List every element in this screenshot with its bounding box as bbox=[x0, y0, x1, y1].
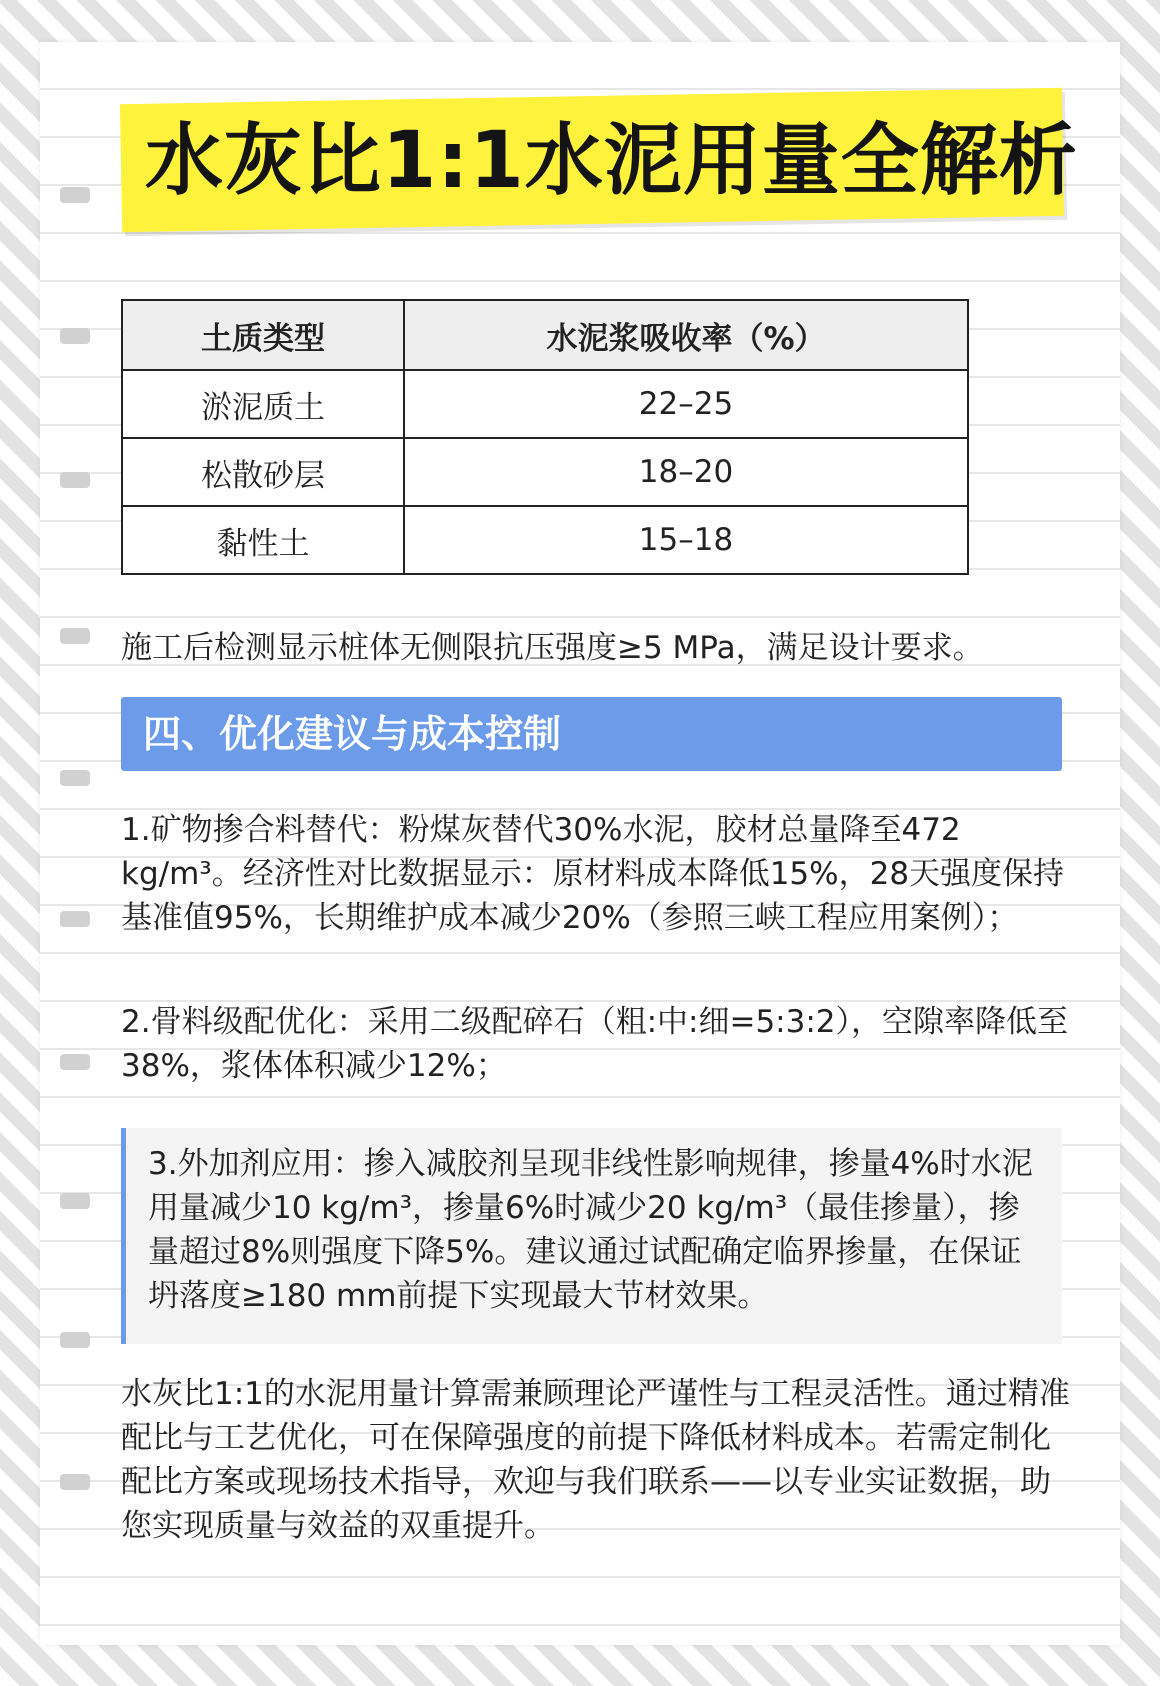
binder-hole bbox=[60, 472, 90, 488]
table-header-row bbox=[122, 300, 968, 370]
suggestion-item-2: 2.骨料级配优化：采用二级配碎石（粗:中:细=5:3:2），空隙率降低至38%，浆体体积减少12%； bbox=[121, 1004, 1068, 1084]
binder-hole bbox=[60, 628, 90, 644]
table-cell-absorption: 22–25 bbox=[404, 370, 968, 438]
highlight-quote: 3.外加剂应用：掺入减胶剂呈现非线性影响规律，掺量4%时水泥用量减少10 kg/m³，掺量6%时减少20 kg/m³（最佳掺量），掺量超过8%则强度下降5%。建议通过试配确定临界掺量，在保证坍落度≥180 mm前提下实现最大节材效果。 bbox=[121, 1128, 1062, 1344]
notebook-paper bbox=[40, 42, 1120, 1645]
binder-hole bbox=[60, 187, 90, 203]
table-row bbox=[122, 438, 968, 506]
table-cell-absorption: 15–18 bbox=[404, 506, 968, 574]
binder-hole bbox=[60, 911, 90, 927]
page-title: 水灰比1:1水泥用量全解析 bbox=[145, 116, 1078, 206]
table-row bbox=[122, 370, 968, 438]
table-cell-absorption: 18–20 bbox=[404, 438, 968, 506]
binder-hole bbox=[60, 1193, 90, 1209]
suggestion-item-1: 1.矿物掺合料替代：粉煤灰替代30%水泥，胶材总量降至472 kg/m³。经济性对比数据显示：原材料成本降低15%，28天强度保持基准值95%，长期维护成本减少20%（参照三峡工程应用案例）； bbox=[121, 812, 1065, 936]
table-header-cell: 土质类型 bbox=[122, 300, 404, 370]
test-result-note: 施工后检测显示桩体无侧限抗压强度≥5 MPa，满足设计要求。 bbox=[121, 630, 984, 666]
conclusion-paragraph: 水灰比1:1的水泥用量计算需兼顾理论严谨性与工程灵活性。通过精准配比与工艺优化，可在保障强度的前提下降低材料成本。若需定制化配比方案或现场技术指导，欢迎与我们联系——以专业实证数据，助您实现质量与效益的双重提升。 bbox=[121, 1376, 1070, 1544]
table-cell-soil-type: 松散砂层 bbox=[122, 438, 404, 506]
table-header-cell: 水泥浆吸收率（%） bbox=[404, 300, 968, 370]
table-cell-soil-type: 淤泥质土 bbox=[122, 370, 404, 438]
table-row bbox=[122, 506, 968, 574]
binder-hole bbox=[60, 1474, 90, 1490]
binder-hole bbox=[60, 328, 90, 344]
binder-hole bbox=[60, 1332, 90, 1348]
section-heading: 四、优化建议与成本控制 bbox=[121, 697, 1062, 771]
table-cell-soil-type: 黏性土 bbox=[122, 506, 404, 574]
absorption-table bbox=[121, 299, 969, 575]
binder-hole bbox=[60, 770, 90, 786]
binder-hole bbox=[60, 1054, 90, 1070]
